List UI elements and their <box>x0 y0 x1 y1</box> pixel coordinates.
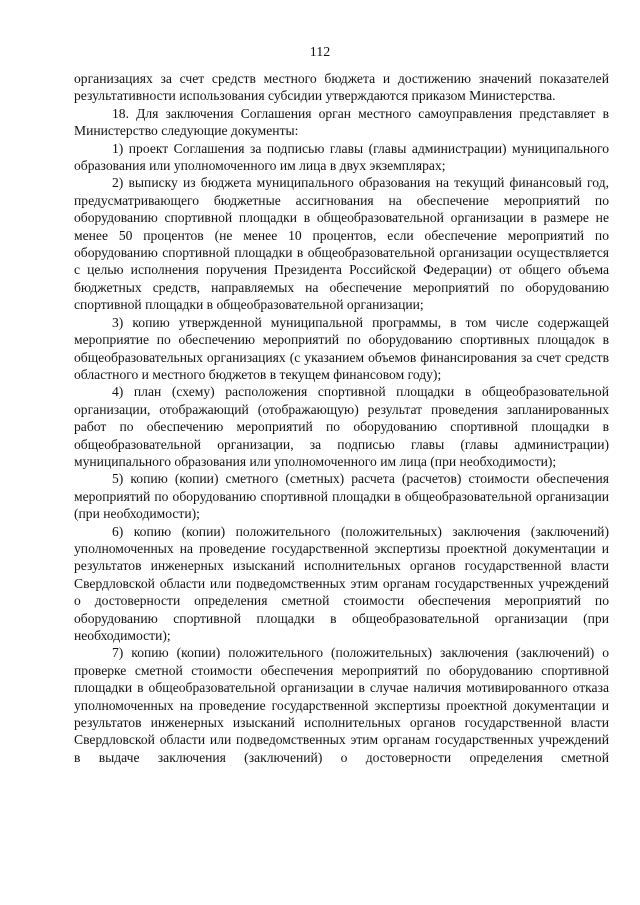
page-number: 112 <box>309 45 331 60</box>
list-item-1: 1) проект Соглашения за подписью главы (главы администрации) муниципального образования или уполномоченного им лица в двух экземплярах; <box>74 140 609 174</box>
list-item-5: 5) копию (копии) сметного (сметных) расчета (расчетов) стоимости обеспечения мероприятий по оборудованию спортивной площадки в общеобразовательной организации (при необходимости); <box>74 471 609 522</box>
document-body <box>74 70 609 766</box>
list-item-6: 6) копию (копии) положительного (положительных) заключения (заключений) уполномоченных на проведение государственной экспертизы проектной документации и результатов инженерных изысканий исполнительных органов государственной власти Свердловской области или подведомственных этим органам государственных учреждений о достоверности определения сметной стоимости обеспечения мероприятий по оборудованию спортивной площадки в общеобразовательной организации (при необходимости); <box>74 523 609 643</box>
paragraph-item-18: 18. Для заключения Соглашения орган местного самоуправления представляет в Министерство следующие документы: <box>74 105 609 139</box>
list-item-3: 3) копию утвержденной муниципальной программы, в том числе содержащей мероприятие по обеспечению мероприятий по оборудованию спортивных площадок в общеобразовательных организациях (с указанием объемов финансирования за счет средств областного и местного бюджетов в текущем финансовом году); <box>74 314 609 382</box>
list-item-2: 2) выписку из бюджета муниципального образования на текущий финансовый год, предусматривающего бюджетные ассигнования на обеспечение мероприятий по оборудованию спортивной площадки в общеобразовательной организации в размере не менее 50 процентов (не менее 10 процентов, если обеспечение мероприятий по оборудованию спортивной площадки в общеобразовательной организации осуществляется с целью исполнения поручения Президента Российской Федерации) от общего объема бюджетных средств, направляемых на обеспечение мероприятий по оборудованию спортивной площадки в общеобразовательной организации; <box>74 175 609 313</box>
list-item-4: 4) план (схему) расположения спортивной площадки в общеобразовательной организации, отображающий (отображающую) результат проведения запланированных работ по обеспечению мероприятий по оборудованию спортивной площадки в общеобразовательной организации, за подписью главы (главы администрации) муниципального образования или уполномоченного им лица (при необходимости); <box>74 384 609 469</box>
paragraph-continuation: организациях за счет средств местного бюджета и достижению значений показателей результативности использования субсидии утверждаются приказом Министерства. <box>74 71 609 104</box>
list-item-7: 7) копию (копии) положительного (положительных) заключения (заключений) о проверке сметной стоимости обеспечения мероприятий по оборудованию спортивной площадки в общеобразовательной организации в случае наличия мотивированного отказа уполномоченных на проведение государственной экспертизы проектной документации и результатов инженерных изысканий исполнительных органов государственной власти Свердловской области или подведомственных этим органам государственных учреждений в выдаче заключения (заключений) о достоверности определения сметной <box>74 645 609 765</box>
